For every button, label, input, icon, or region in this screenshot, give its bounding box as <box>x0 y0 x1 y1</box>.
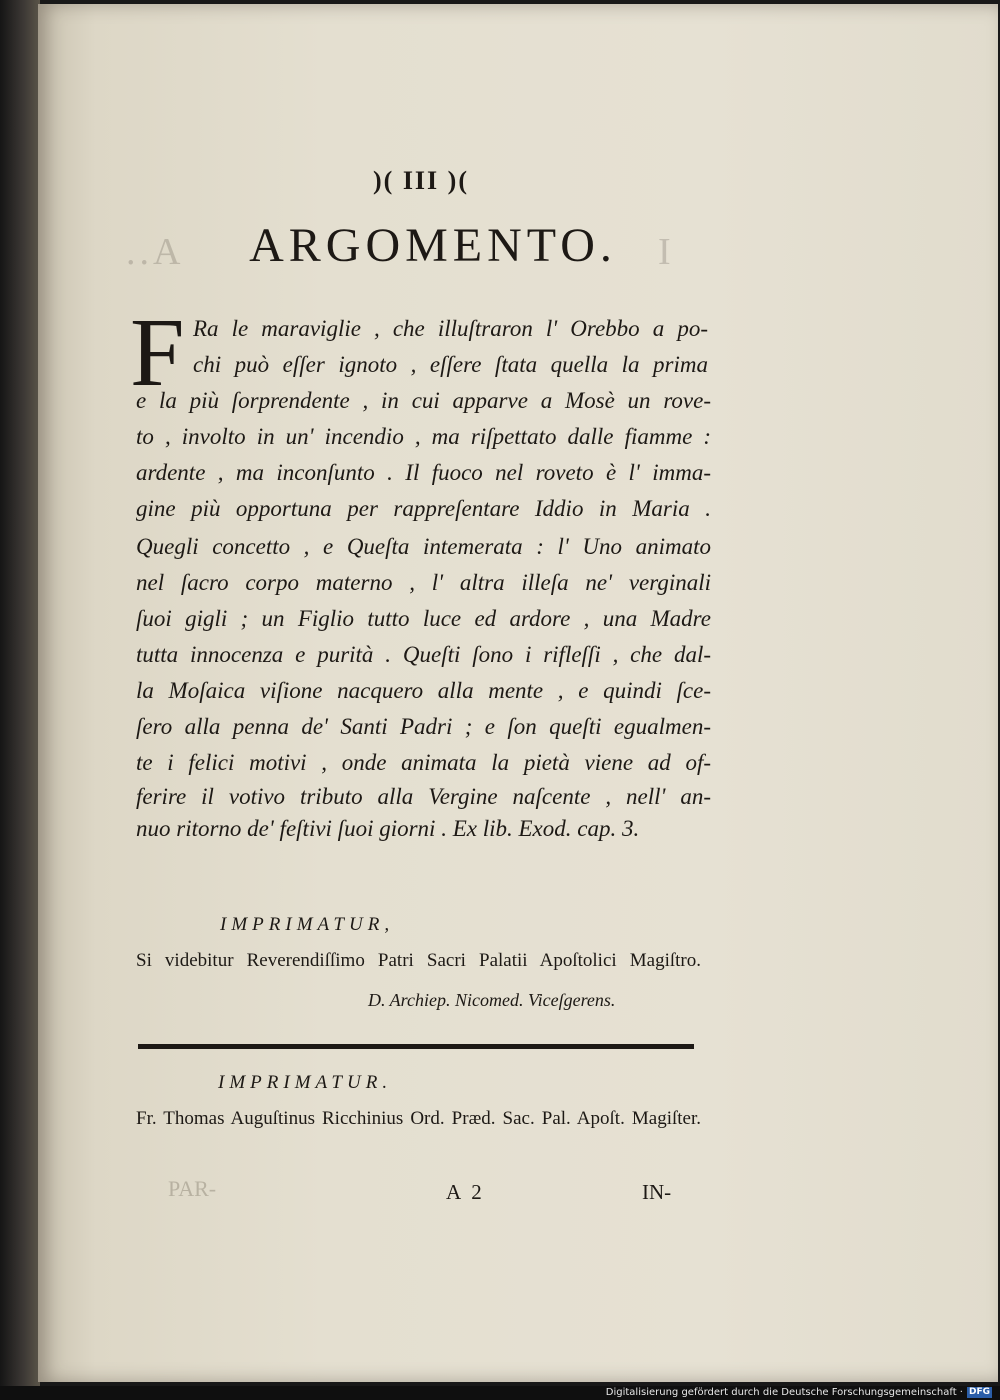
footer-bar <box>0 1386 1000 1400</box>
page-number: )( III )( <box>373 166 469 195</box>
dfg-logo: DFG <box>968 1386 990 1397</box>
drop-cap-initial: F <box>130 299 185 407</box>
body-line: la Moſaica viſione nacquero alla mente , e quindi ſce- <box>136 678 711 703</box>
bleed-through-text-left: ..A <box>126 231 185 273</box>
body-line: to , involto in un' incendio , ma riſpettato dalle fiamme : <box>136 424 711 449</box>
approval-signature: D. Archiep. Nicomed. Viceſgerens. <box>368 990 616 1010</box>
printer-signature-mark: A 2 <box>446 1180 485 1204</box>
body-line: ferire il votivo tributo alla Vergine naſcente , nell' an- <box>136 784 711 809</box>
body-line: gine più opportuna per rappreſentare Iddio in Maria . <box>136 496 711 521</box>
body-line: ſero alla penna de' Santi Padri ; e ſon queſti egualmen- <box>136 714 711 739</box>
body-line: ſuoi gigli ; un Figlio tutto luce ed ardore , una Madre <box>136 606 711 631</box>
bleed-through-text-right: I <box>658 231 671 273</box>
book-page <box>38 4 998 1382</box>
imprimatur-heading: IMPRIMATUR. <box>218 1072 393 1093</box>
bleed-through-text-bottom: PAR- <box>168 1176 217 1201</box>
body-line: nel ſacro corpo materno , l' altra illeſa ne' verginali <box>136 570 711 595</box>
funding-credit <box>606 1386 992 1400</box>
approval-text: Si videbitur Reverendiſſimo Patri Sacri Palatii Apoſtolici Magiſtro. <box>136 950 701 971</box>
catchword: IN- <box>642 1180 672 1204</box>
body-line: ardente , ma inconſunto . Il fuoco nel roveto è l' imma- <box>136 460 711 485</box>
body-line: nuo ritorno de' feſtivi ſuoi giorni . Ex lib. Exod. cap. 3. <box>136 816 640 841</box>
page-title: ARGOMENTO. <box>249 219 617 272</box>
body-line: e la più ſorprendente , in cui apparve a Mosè un rove- <box>136 388 711 413</box>
imprimatur-heading: IMPRIMATUR, <box>220 914 395 935</box>
body-line: te i felici motivi , onde animata la pietà viene ad of- <box>136 750 711 775</box>
book-spine-edge <box>0 0 40 1386</box>
horizontal-rule <box>138 1044 694 1049</box>
funding-credit-text: Digitalisierung gefördert durch die Deutsche Forschungsgemeinschaft · <box>605 1387 963 1398</box>
approval-text: Fr. Thomas Auguſtinus Ricchinius Ord. Præd. Sac. Pal. Apoſt. Magiſter. <box>136 1108 701 1129</box>
body-line: chi può eſſer ignoto , eſſere ſtata quella la prima <box>193 352 708 377</box>
body-line: Ra le maraviglie , che illuſtraron l' Orebbo a po- <box>193 316 708 341</box>
body-line: Quegli concetto , e Queſta intemerata : l' Uno animato <box>136 534 711 559</box>
body-line: tutta innocenza e purità . Queſti ſono i rifleſſi , che dal- <box>136 642 711 667</box>
